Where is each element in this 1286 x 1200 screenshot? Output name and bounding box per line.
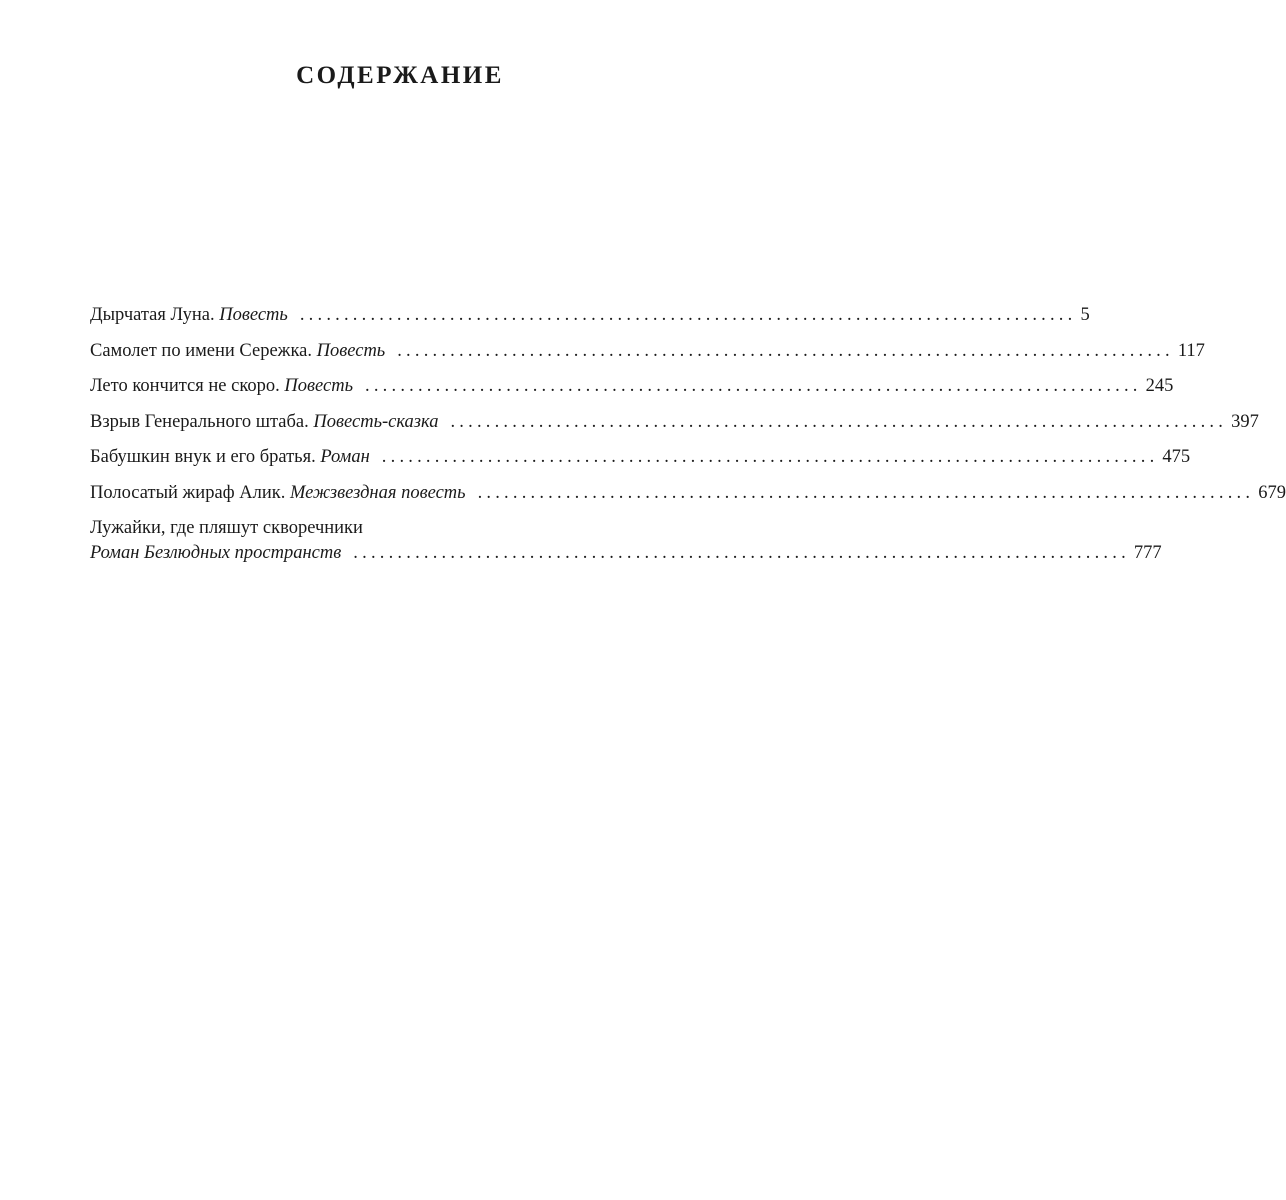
page-title: СОДЕРЖАНИЕ — [296, 62, 504, 89]
toc-entry — [90, 339, 1205, 364]
toc-entry — [90, 516, 1162, 566]
toc-entry-line — [90, 541, 1162, 566]
toc-entry-genre: Роман — [320, 447, 370, 467]
toc-entry-title: Лето кончится не скоро. — [90, 376, 280, 396]
toc-entry — [90, 303, 1090, 328]
toc-entry — [90, 410, 1259, 435]
toc-entry-genre: Повесть — [219, 305, 288, 325]
toc-entry-line — [90, 481, 1286, 506]
toc-entry-line — [90, 374, 1174, 399]
toc-entry-title: Дырчатая Луна. — [90, 305, 215, 325]
toc-entry-title-line — [90, 516, 709, 541]
toc-entry-page-number: 245 — [1145, 376, 1174, 396]
toc-entry-title: Бабушкин внук и его братья. — [90, 447, 316, 467]
toc-entry-title: Самолет по имени Сережка. — [90, 340, 312, 361]
toc-entry-genre: Межзвездная повесть — [290, 482, 466, 503]
toc-entry-genre: Повесть-сказка — [313, 411, 439, 432]
toc-entry-page-number: 777 — [1133, 543, 1162, 563]
dot-leader: ........................................................................................ — [381, 447, 1159, 467]
toc-entry-page-number: 117 — [1177, 340, 1205, 361]
toc-entry-line — [90, 445, 1191, 470]
dot-leader: ........................................................................................ — [353, 543, 1130, 563]
dot-leader: ........................................................................................ — [365, 376, 1142, 396]
toc-entry — [90, 374, 1174, 399]
toc-entry-page-number: 475 — [1162, 447, 1191, 467]
toc-entry-title: Полосатый жираф Алик. — [90, 482, 286, 503]
toc-entry-genre: Повесть — [316, 340, 386, 361]
dot-leader: ........................................................................................ — [397, 340, 1174, 361]
toc-entry-line — [90, 339, 1205, 364]
toc-entry-genre: Роман Безлюдных пространств — [90, 543, 342, 563]
toc-entry-page-number: 5 — [1080, 305, 1090, 325]
toc-entry-title: Взрыв Генерального штаба. — [90, 411, 309, 432]
toc-entry-page-number: 679 — [1258, 482, 1286, 503]
toc-entry-page-number: 397 — [1231, 411, 1259, 432]
toc-entry — [90, 445, 1191, 470]
toc-entry-title: Лужайки, где пляшут скворечники — [90, 518, 363, 538]
toc-entry-line — [90, 303, 1090, 328]
dot-leader: ........................................................................................ — [477, 482, 1255, 503]
table-of-contents — [90, 303, 1286, 577]
toc-entry — [90, 481, 1286, 506]
toc-entry-line — [90, 410, 1259, 435]
dot-leader: ........................................................................................ — [450, 411, 1228, 432]
dot-leader: ........................................................................................ — [299, 305, 1077, 325]
toc-entry-genre: Повесть — [284, 376, 354, 396]
